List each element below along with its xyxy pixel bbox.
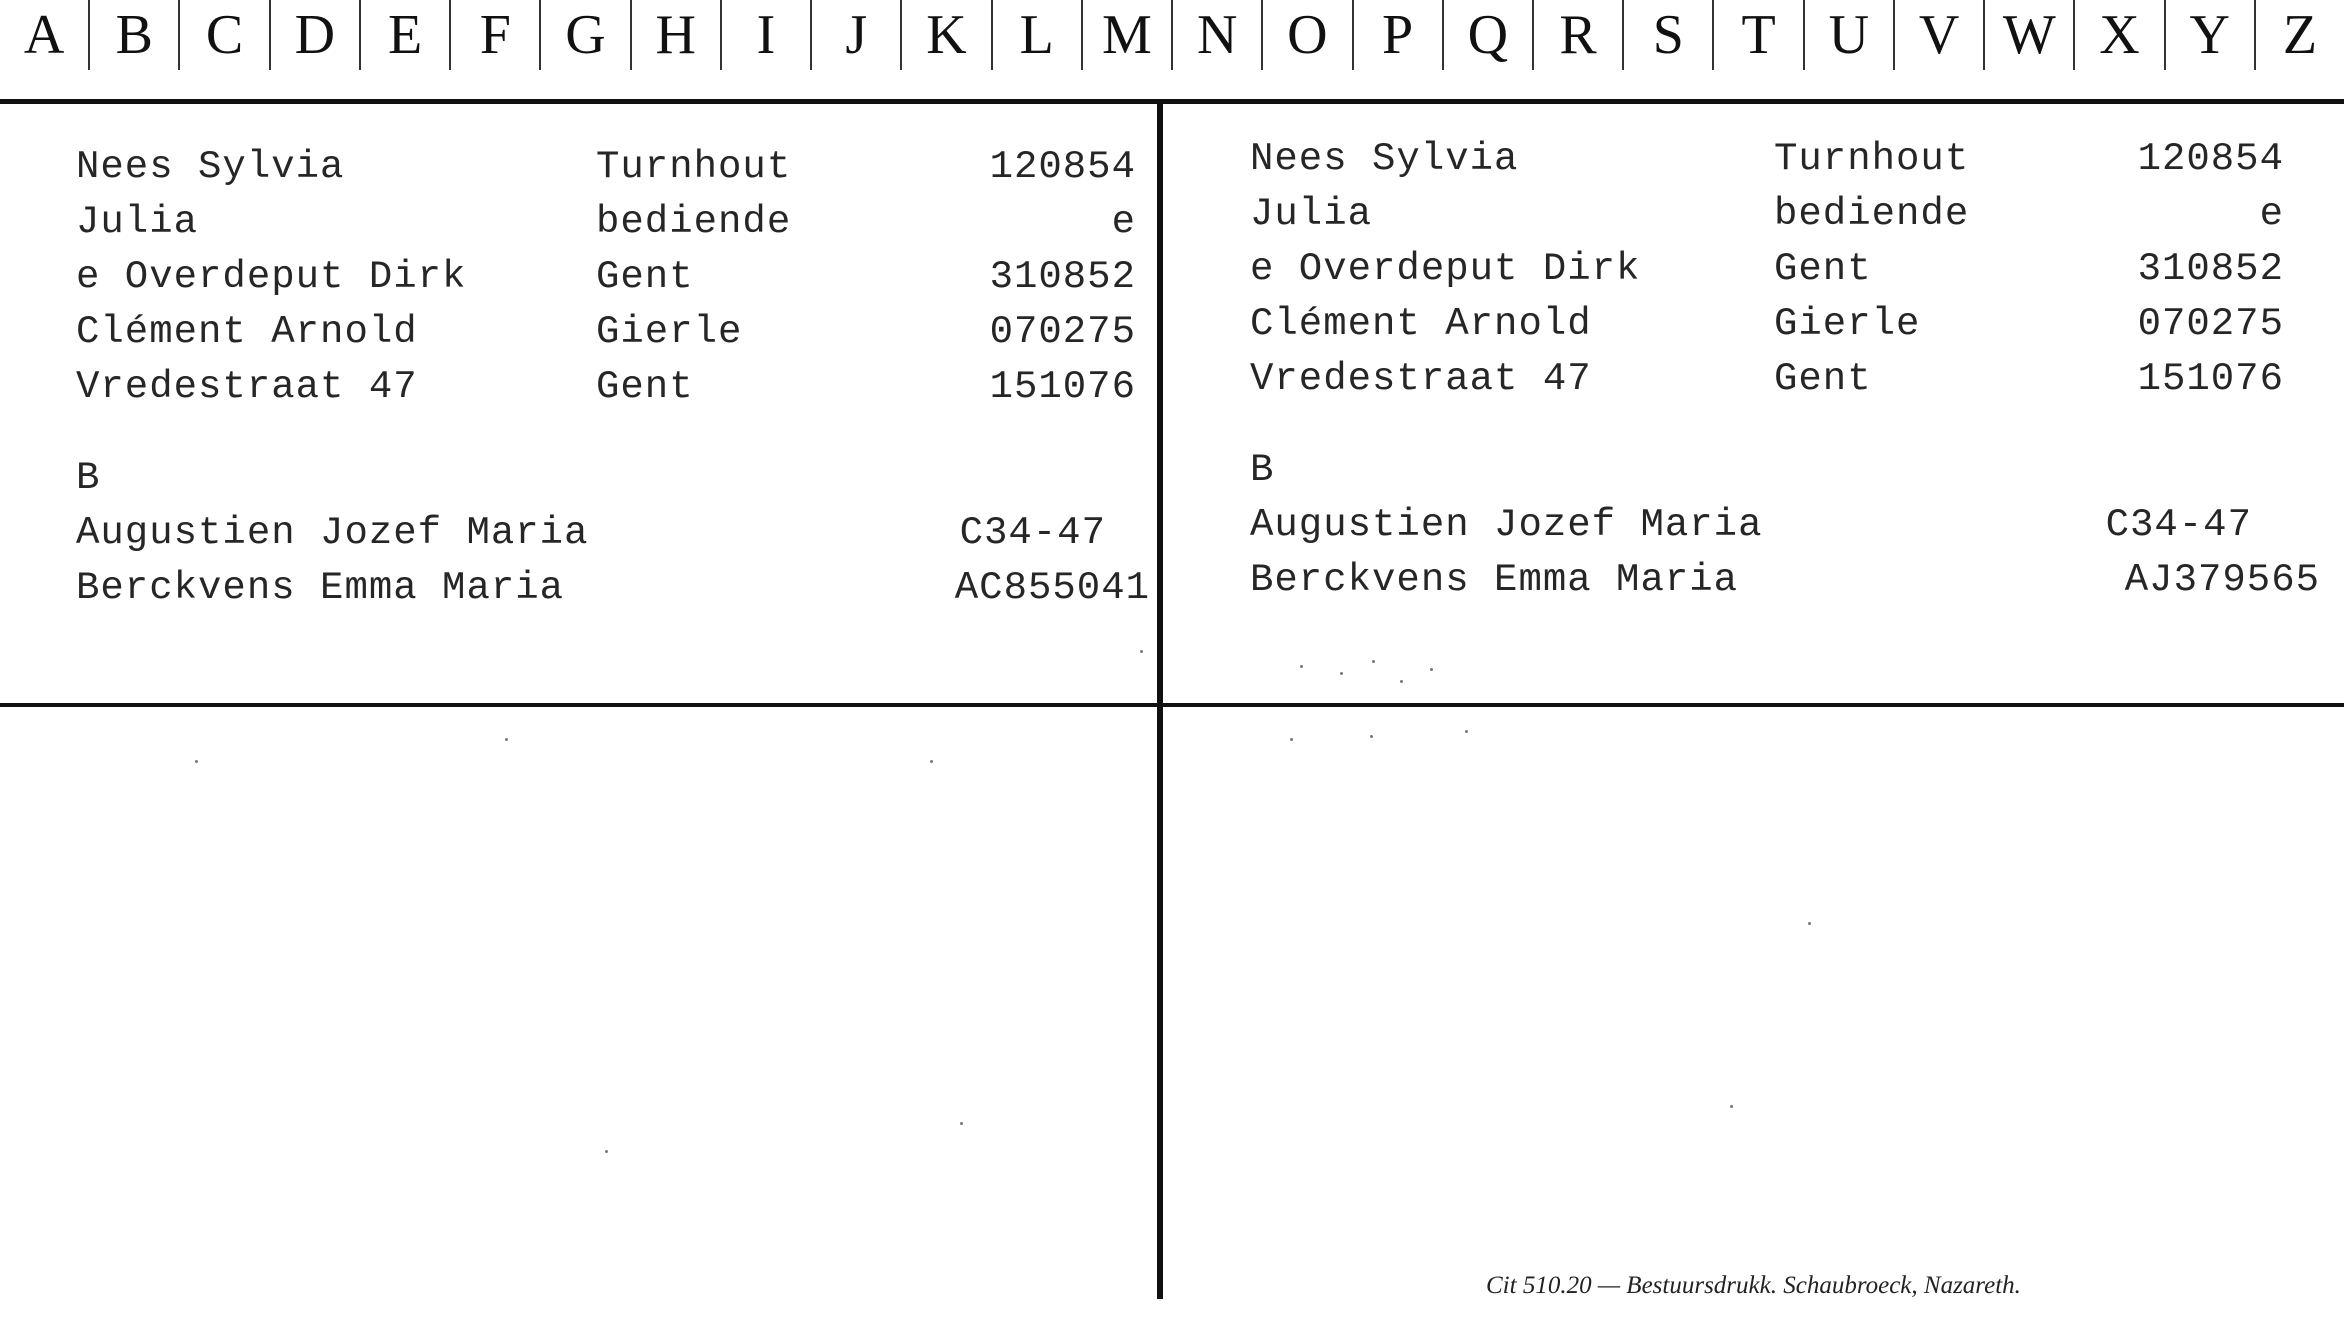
- record-place: Gent: [596, 255, 694, 299]
- record-row: [1250, 297, 2320, 352]
- scan-speck: [1370, 735, 1373, 738]
- record-name: Clément Arnold: [1250, 302, 1592, 346]
- scan-speck: [930, 760, 933, 763]
- section-letter: B: [76, 456, 101, 500]
- section-row: [76, 561, 1150, 616]
- scan-speck: [1300, 665, 1303, 668]
- record-name: Julia: [1250, 192, 1373, 236]
- index-letter-p: P: [1354, 0, 1444, 70]
- record-name: Berckvens Emma Maria: [76, 566, 565, 610]
- index-letter-a: A: [0, 0, 90, 70]
- record-code: 070275: [2137, 302, 2284, 346]
- index-letter-r: R: [1534, 0, 1624, 70]
- index-letter-b: B: [90, 0, 180, 70]
- horizontal-divider: [0, 703, 2344, 707]
- index-letter-q: Q: [1444, 0, 1534, 70]
- record-name: Julia: [76, 200, 199, 244]
- printer-imprint: Cit 510.20 — Bestuursdrukk. Schaubroeck, Nazareth.: [1486, 1272, 2021, 1299]
- record-name: Augustien Jozef Maria: [1250, 503, 1763, 547]
- scan-speck: [1340, 672, 1343, 675]
- index-letter-g: G: [541, 0, 631, 70]
- record-name: e Overdeput Dirk: [76, 255, 467, 299]
- scan-speck: [1730, 1105, 1733, 1108]
- index-letter-w: W: [1985, 0, 2075, 70]
- record-code: e: [2259, 192, 2284, 236]
- index-letter-e: E: [361, 0, 451, 70]
- record-name: Nees Sylvia: [76, 145, 345, 189]
- record-row: [1250, 242, 2320, 297]
- index-letter-h: H: [632, 0, 722, 70]
- record-place: Turnhout: [1774, 137, 1970, 181]
- record-place: Gierle: [1774, 302, 1921, 346]
- index-letter-k: K: [902, 0, 992, 70]
- record-name: Clément Arnold: [76, 310, 418, 354]
- alphabet-index-strip: [0, 0, 2344, 104]
- record-code: 120854: [989, 145, 1136, 189]
- index-letter-y: Y: [2166, 0, 2256, 70]
- section-row: [76, 506, 1136, 561]
- index-letter-x: X: [2075, 0, 2165, 70]
- scan-speck: [1808, 922, 1811, 925]
- index-letter-v: V: [1895, 0, 1985, 70]
- index-letter-z: Z: [2282, 4, 2318, 66]
- index-letter-i: I: [722, 0, 812, 70]
- record-row: [1250, 132, 2320, 187]
- record-name: Berckvens Emma Maria: [1250, 558, 1739, 602]
- scan-speck: [960, 1122, 963, 1125]
- record-place: bediende: [1774, 192, 1970, 236]
- scan-speck: [1372, 660, 1375, 663]
- index-letter-n: N: [1173, 0, 1263, 70]
- index-letter-f: F: [451, 0, 541, 70]
- scan-speck: [1430, 668, 1433, 671]
- index-letter-s: S: [1624, 0, 1714, 70]
- record-name: Nees Sylvia: [1250, 137, 1519, 181]
- record-code: 310852: [2137, 247, 2284, 291]
- record-name: Augustien Jozef Maria: [76, 511, 589, 555]
- record-row: [1250, 187, 2320, 242]
- record-row: [76, 250, 1136, 305]
- scan-speck: [505, 738, 508, 741]
- record-name: e Overdeput Dirk: [1250, 247, 1641, 291]
- scan-speck: [195, 760, 198, 763]
- record-name: Vredestraat 47: [1250, 357, 1592, 401]
- record-place: Gent: [596, 365, 694, 409]
- right-record-card: [1250, 132, 2320, 608]
- record-place: Gierle: [596, 310, 743, 354]
- index-letter-t: T: [1714, 0, 1804, 70]
- record-code: 151076: [989, 365, 1136, 409]
- section-row: [1250, 553, 2320, 608]
- record-code: 151076: [2137, 357, 2284, 401]
- record-code: 310852: [989, 255, 1136, 299]
- record-code: C34-47: [2105, 503, 2252, 547]
- index-letter-u: U: [1805, 0, 1895, 70]
- record-name: Vredestraat 47: [76, 365, 418, 409]
- index-letter-j: J: [812, 0, 902, 70]
- record-row: [76, 195, 1136, 250]
- record-place: Turnhout: [596, 145, 792, 189]
- index-letter-c: C: [180, 0, 270, 70]
- scan-speck: [1290, 738, 1293, 741]
- record-code: 120854: [2137, 137, 2284, 181]
- index-letter-m: M: [1083, 0, 1173, 70]
- scan-speck: [605, 1150, 608, 1153]
- center-divider: [1157, 104, 1163, 1299]
- record-row: [76, 305, 1136, 360]
- record-place: Gent: [1774, 247, 1872, 291]
- record-code: AC855041: [954, 566, 1150, 610]
- index-letter-o: O: [1263, 0, 1353, 70]
- section-row: [1250, 498, 2320, 553]
- section-letter: B: [1250, 448, 1275, 492]
- record-code: e: [1111, 200, 1136, 244]
- record-row: [76, 360, 1136, 415]
- index-letter-d: D: [271, 0, 361, 70]
- scan-speck: [1140, 650, 1143, 653]
- record-place: bediende: [596, 200, 792, 244]
- scan-speck: [1400, 680, 1403, 683]
- record-row: [1250, 352, 2320, 407]
- scan-speck: [1465, 730, 1468, 733]
- record-code: C34-47: [959, 511, 1106, 555]
- record-code: AJ379565: [2124, 558, 2320, 602]
- index-letter-l: L: [993, 0, 1083, 70]
- record-row: [76, 140, 1136, 195]
- record-place: Gent: [1774, 357, 1872, 401]
- left-record-card: [76, 140, 1150, 616]
- record-code: 070275: [989, 310, 1136, 354]
